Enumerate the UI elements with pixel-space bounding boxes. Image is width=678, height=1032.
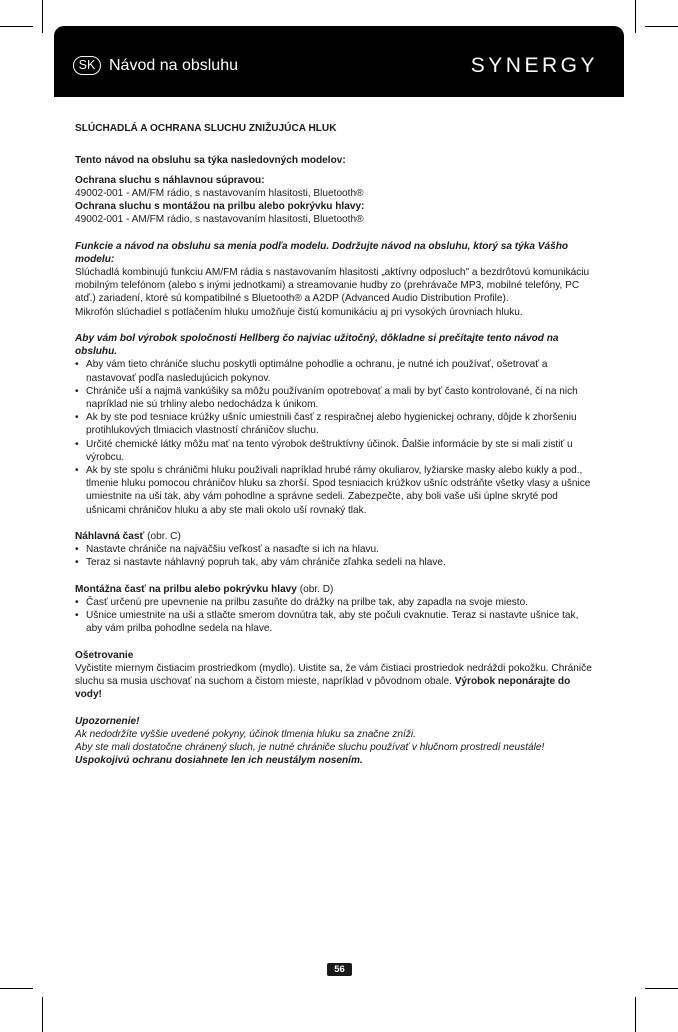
language-badge: SK [73,56,101,75]
list-item: • Ak by ste spolu s chráničmi hluku používali napríklad hrubé rámy okuliarov, lyžiarske masky alebo kukly a pod., tlmenie hluku pomocou chráničov hluku sa zhorší. Spod tesniacich krúžkov ušníc odstráňte všetky vlasy a ušnice umiestnite na uši tak, aby vám pohodlne a správne sedeli. Zabezpečte, aby boli vaše uši úplne skryté pod ušnicami chráničov hluku a aby ste mali okolo uší rovnaký tlak. [75,464,595,517]
headband-list [75,543,595,569]
list-item: • Ušnice umiestnite na uši a stlačte smerom dovnútra tak, aby ste počuli cvaknutie. Teraz si nastavte ušnice tak, aby vám prilba pohodlne sedela na hlave. [75,609,595,635]
notice-line: Aby ste mali dostatočne chránený sluch, je nutné chrániče sluchu používať v hlučnom prostredí neustále! [75,742,545,754]
helmet-figure-ref: (obr. D) [296,583,334,595]
usage-list [75,358,595,516]
list-item: • Ak by ste pod tesniace krúžky ušníc umiestnili časť z respiračnej alebo hygienickej ochrany, dôjde k zhoršeniu protihlukových tlmiacich vlastností chráničov sluchu. [75,411,595,437]
crop-mark [635,0,636,33]
crop-mark [0,26,33,27]
page-number: 56 [327,963,352,976]
model-heading: Ochrana sluchu s montážou na prilbu alebo pokrývku hlavy: [75,201,365,212]
headband-section-title [75,530,595,543]
list-item: • Nastavte chrániče na najväčšiu veľkosť a nasaďte si ich na hlavu. [75,543,595,556]
header-title: Návod na obsluhu [109,57,238,74]
helmet-heading: Montážna časť na prilbu alebo pokrývku hlavy [75,583,297,595]
header-bar [54,26,624,97]
functions-paragraph: Slúchadlá kombinujú funkciu AM/FM rádia s nastavovaním hlasitosti „aktívny odposluch" a bezdrôtovú komunikáciu mobilným telefónom (alebo s inými jednotkami) a streamovanie hudby zo (prehrávače MP3, mobilné telefóny, PC atď.) zariadení, ktoré sú kompatibilné s Bluetooth® a A2DP (Advanced Audio Distribution Profile). [75,267,590,305]
list-item: • Určité chemické látky môžu mať na tento výrobok deštruktívny účinok. Ďalšie informácie by ste si mali zistiť u výrobcu. [75,438,595,464]
care-paragraph [75,662,595,702]
helmet-list [75,596,595,636]
crop-mark [635,997,636,1032]
models-intro: Tento návod na obsluhu sa týka nasledovných modelov: [75,155,346,167]
notice-line: Ak nedodržíte vyššie uvedené pokyny, účinok tlmenia hluku sa značne zníži. [75,729,416,741]
headband-heading: Náhlavná časť [75,531,145,543]
crop-mark [42,0,43,33]
model-item: 49002-001 - AM/FM rádio, s nastavovaním hlasitosti, Bluetooth® [75,214,364,226]
model-heading: Ochrana sluchu s náhlavnou súpravou: [75,174,265,186]
manual-content [75,122,595,768]
list-item: • Časť určenú pre upevnenie na prilbu zasuňte do drážky na prilbe tak, aby zapadla na svoje miesto. [75,596,595,609]
brand-logo: SYNERGY [470,54,598,77]
usage-heading: Aby vám bol výrobok spoločnosti Hellberg čo najviac užitočný, dôkladne si prečítajte tento návod na obsluhu. [75,333,559,358]
list-item: • Teraz si nastavte náhlavný popruh tak, aby vám chrániče zľahka sedeli na hlave. [75,556,595,569]
notice-heading: Upozornenie! [75,715,140,727]
list-item: • Chrániče uší a najmä vankúšiky sa môžu používaním opotrebovať a mali by byť často kontrolované, či na nich napríklad nie sú trhliny alebo nedochádza k únikom. [75,385,595,411]
headband-figure-ref: (obr. C) [144,531,181,543]
list-item: • Aby vám tieto chrániče sluchu poskytli optimálne pohodlie a ochranu, je nutné ich používať, ošetrovať a nastavovať podľa nasledujúcich pokynov. [75,358,595,384]
care-warning: Výrobok neponárajte do vody! [75,676,571,701]
crop-mark [645,26,678,27]
document-title: SLÚCHADLÁ A OCHRANA SLUCHU ZNIŽUJÚCA HLUK [75,123,337,134]
helmet-section-title [75,583,595,596]
care-heading: Ošetrovanie [75,649,134,661]
functions-paragraph: Mikrofón slúchadiel s potlačením hluku umožňuje čistú komunikáciu aj pri vysokých úrovniach hluku. [75,306,523,318]
crop-mark [42,997,43,1032]
functions-heading: Funkcie a návod na obsluhu sa menia podľa modelu. Dodržujte návod na obsluhu, ktorý sa týka Vášho modelu: [75,240,569,265]
notice-final: Uspokojivú ochranu dosiahnete len ich neustálym nosením. [75,755,363,767]
crop-mark [0,988,33,989]
model-item: 49002-001 - AM/FM rádio, s nastavovaním hlasitosti, Bluetooth® [75,187,364,199]
crop-mark [645,988,678,989]
care-text: Vyčistite miernym čistiacim prostriedkom (mydlo). Uistite sa, že vám čistiaci prostriedok nedráždi pokožku. Chrániče sluchu sa musia uschovať na suchom a čistom mieste, napríklad v pôvodnom obale. [75,663,592,688]
